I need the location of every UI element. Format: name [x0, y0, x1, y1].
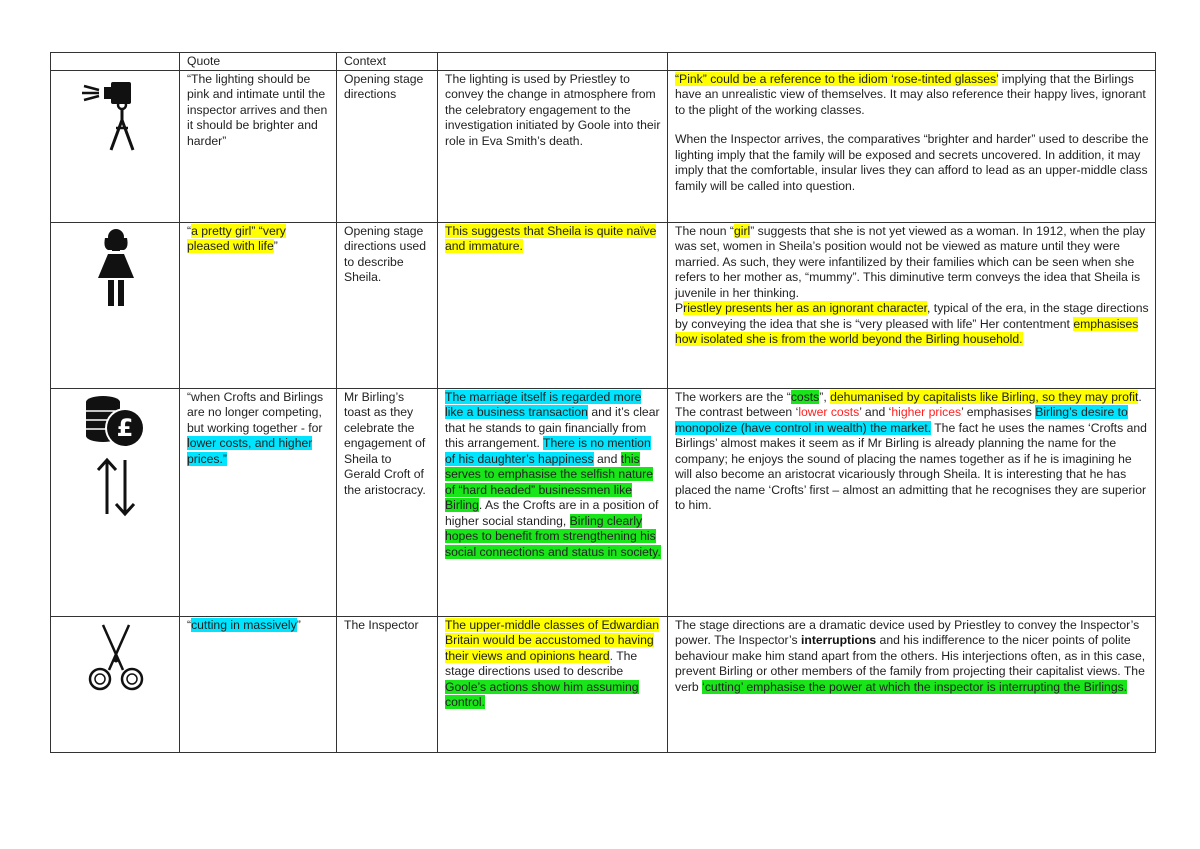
quote-text: “when Crofts and Birlings are no longer competing, but working together - for: [187, 389, 324, 435]
comment-cell: [668, 70, 1156, 222]
comment-text: implying that the Birlings have an unrealistic view of themselves. It may also reference their happy lives, ignorant to the plight of the working classes.: [675, 71, 1146, 117]
red-text: higher prices: [891, 405, 962, 419]
comment-text: The noun “: [675, 223, 734, 238]
highlighted-text: girl: [733, 223, 751, 238]
highlighted-text: this serves to emphasise the selfish nature of “hard headed” businessmen like Birling: [445, 451, 653, 512]
comment-text: P: [675, 301, 684, 315]
analysis-text: and it’s clear that he stands to gain financially from this arrangement.: [445, 405, 660, 450]
highlighted-text: Birling’s desire to monopolize (have control in wealth) the market.: [675, 405, 1128, 435]
comment-text: When the Inspector arrives, the comparatives “brighter and harder” used to describe the lighting imply that the family will be exposed and secrets uncovered. In addition, it may imply that the comfortable, insular lives they can afford to lead as an upper-middle class family will be called into question.: [675, 132, 1149, 193]
notes-table: [50, 52, 1156, 753]
quote-cell: [180, 388, 337, 616]
context-cell: Opening stage directions used to describe Sheila.: [337, 222, 438, 388]
comment-text: The stage directions are a dramatic device used by Priestley to convey the Inspector’s power. The Inspector’s: [675, 617, 1140, 647]
table-row: [51, 70, 1156, 222]
highlighted-text: The upper-middle classes of Edwardian Britain would be accustomed to having their views and opinions heard: [445, 617, 660, 663]
analysis-text: . As the Crofts are in a position of higher social standing,: [445, 498, 659, 528]
comment-text: ’ emphasises: [961, 405, 1036, 419]
highlighted-text: a pretty girl” “very pleased with life: [187, 223, 286, 253]
comment-cell: [668, 388, 1156, 616]
highlighted-text: There is no mention of his daughter’s happiness: [445, 436, 651, 466]
quote-text: ”: [296, 617, 301, 632]
analysis-cell: The lighting is used by Priestley to convey the change in atmosphere from the celebratory engagement to the investigation initiated by Goole into their role in Eva Smith’s death.: [438, 70, 668, 222]
context-cell: The Inspector: [337, 616, 438, 752]
icon-cell: [51, 388, 180, 616]
highlighted-text: Birling clearly hopes to benefit from strengthening his social connections and status in society.: [445, 513, 661, 559]
highlighted-text: ‘cutting’ emphasise the power at which the inspector is interrupting the Birlings.: [702, 679, 1128, 694]
comment-text: and his indifference to the nicer points of polite behaviour make him stand apart from the others. His interjections often, as in this case, prevent Birling or other members of the family from projecting their capitalist views. The verb: [675, 633, 1146, 694]
header-cell-quote: Quote: [180, 53, 337, 71]
header-cell-context: Context: [337, 53, 438, 71]
analysis-text: . The stage directions used to describe: [445, 648, 638, 678]
quote-text: ”: [273, 239, 278, 253]
quote-cell: [180, 222, 337, 388]
spotlight-icon: [81, 76, 151, 156]
highlighted-text: costs: [790, 389, 820, 404]
girl-icon: [91, 228, 141, 312]
highlighted-text: lower costs, and higher prices.”: [187, 436, 313, 466]
header-cell-comment: [668, 53, 1156, 71]
coins-pound-icon: [81, 394, 151, 452]
table-row: [51, 222, 1156, 388]
highlighted-text: cutting in massively: [191, 617, 297, 632]
comment-text: , typical of the era, in the stage directions by conveying the idea that she is “very pleased with life” Her contentment: [675, 301, 1149, 331]
comment-text: . The contrast between ‘: [675, 389, 1142, 419]
comment-text: The workers are the “: [675, 389, 791, 404]
comment-cell: [668, 222, 1156, 388]
quote-text: “: [187, 223, 192, 238]
svg-text:£: £: [116, 413, 133, 442]
header-row: [51, 53, 1156, 71]
highlighted-text: Goole’s actions show him assuming control.: [445, 679, 639, 709]
comment-cell: [668, 616, 1156, 752]
quote-text: “: [187, 617, 192, 632]
comment-text: ’ and ‘: [859, 405, 892, 419]
comment-text: ”,: [819, 389, 831, 404]
context-cell: Mr Birling’s toast as they celebrate the engagement of Sheila to Gerald Croft of the aristocracy.: [337, 388, 438, 616]
icon-cell: [51, 616, 180, 752]
highlighted-text: dehumanised by capitalists like Birling, so they may profit: [830, 389, 1139, 404]
quote-cell: [180, 616, 337, 752]
analysis-text: and: [593, 451, 621, 466]
header-cell-icon: [51, 53, 180, 71]
quote-cell: “The lighting should be pink and intimate until the inspector arrives and then it should be brighter and harder”: [180, 70, 337, 222]
highlighted-text: emphasises how isolated she is from the world beyond the Birling household.: [675, 316, 1139, 346]
highlighted-text: “Pink” could be a reference to the idiom ‘rose-tinted glasses’: [675, 71, 999, 86]
analysis-cell: [438, 388, 668, 616]
comment-text: The fact he uses the names ‘Crofts and Birlings’ almost makes it seem as if Mr Birling is already planning the name for the company; he enjoys the sound of placing the names together as if he is imagining he will also become an aristocrat vicariously through Sheila. It is interesting that he has placed the name ‘Crofts’ first – almost an admitting that he recognises they are superior to him.: [675, 420, 1147, 512]
up-down-arrows-icon: [91, 456, 141, 518]
icon-cell: [51, 70, 180, 222]
header-cell-analysis: [438, 53, 668, 71]
scissors-icon: [81, 622, 151, 694]
context-cell: Opening stage directions: [337, 70, 438, 222]
red-text: lower costs: [798, 405, 860, 419]
highlighted-text: This suggests that Sheila is quite naïve and immature.: [445, 223, 657, 253]
table-row: [51, 388, 1156, 616]
comment-text: ” suggests that she is not yet viewed as a woman. In 1912, when the play was set, women in Sheila’s position would not be viewed as mature until they were married. As such, they were infantilized by their families which can be seen when she refers to her mother as, “mummy”. This diminutive term conveys the idea that Sheila is juvenile in her thinking.: [675, 223, 1146, 300]
analysis-cell: [438, 222, 668, 388]
analysis-cell: [438, 616, 668, 752]
table-row: [51, 616, 1156, 752]
highlighted-text: The marriage itself is regarded more like a business transaction: [445, 389, 642, 419]
icon-cell: [51, 222, 180, 388]
highlighted-text: riestley presents her as an ignorant character: [683, 301, 928, 315]
bold-text: interruptions: [801, 633, 877, 647]
